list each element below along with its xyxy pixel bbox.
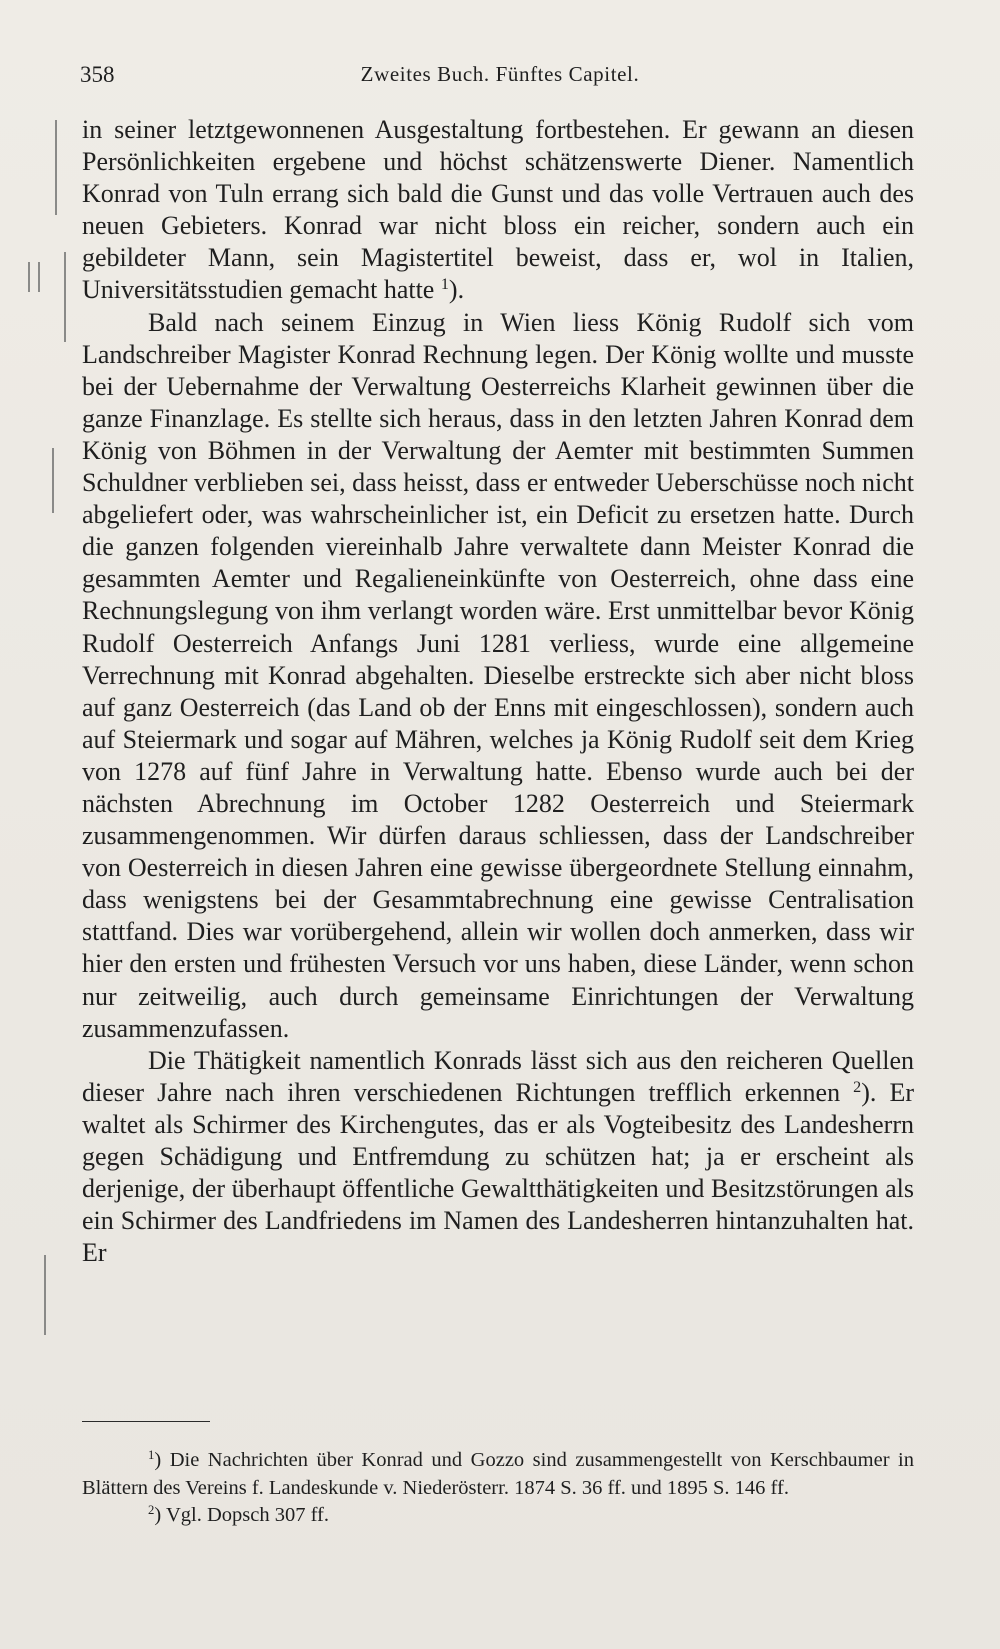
margin-mark (64, 252, 66, 342)
running-head: Zweites Buch. Fünftes Capitel. (360, 62, 640, 86)
footnote-marker: 1 (148, 1448, 155, 1463)
footnote-text: ) Die Nachrichten über Konrad und Gozzo sind zusammengestellt von Kerschbaumer in Blättern des Vereins f. Landeskunde v. Niederösterr. 1874 S. 36 ff. und 1895 S. 146 ff. (82, 1449, 914, 1499)
paragraph (82, 114, 914, 307)
paragraph-text: Die Thätigkeit namentlich Konrads lässt sich aus den reicheren Quellen dieser Jahre nach ihren verschiedenen Richtungen trefflich erkennen (82, 1045, 914, 1107)
margin-mark (52, 448, 54, 513)
paragraph: Bald nach seinem Einzug in Wien liess König Rudolf sich vom Landschreiber Magister Konrad Rechnung legen. Der König wollte und musste bei der Uebernahme der Verwaltung Oesterreichs Klarheit gewinnen über die ganze Finanzlage. Es stellte sich heraus, dass in den letzten Jahren Konrad dem König von Böhmen in der Verwaltung der Aemter mit bestimmten Summen Schuldner verblieben sei, dass heisst, dass er entweder Ueberschüsse noch nicht abgeliefert oder, was wahrscheinlicher ist, ein Deficit zu ersetzen hatte. Durch die ganzen folgenden viereinhalb Jahre verwaltete dann Meister Konrad die gesammten Aemter und Regalieneinkünfte von Oesterreich, ohne dass eine Rechnungslegung von ihm verlangt worden wäre. Erst unmittelbar bevor König Rudolf Oesterreich Anfangs Juni 1281 verliess, wurde eine allgemeine Verrechnung mit Konrad abgehalten. Dieselbe erstreckte sich aber nicht bloss auf ganz Oesterreich (das Land ob der Enns mit eingeschlossen), sondern auch auf Steiermark und sogar auf Mähren, welches ja König Rudolf seit dem Krieg von 1278 auf fünf Jahre in Verwaltung hatte. Ebenso wurde auch bei der nächsten Abrechnung im October 1282 Oesterreich und Steiermark zusammengenommen. Wir dürfen daraus schliessen, dass der Landschreiber von Oesterreich in diesen Jahren eine gewisse übergeordnete Stellung einnahm, dass wenigstens bei der Gesammtabrechnung eine gewisse Centralisation stattfand. Dies war vorübergehend, allein wir wollen doch anmerken, dass wir hier den ersten und frühesten Versuch vor uns haben, diese Länder, wenn schon nur zeitweilig, auch durch gemeinsame Einrichtungen der Verwaltung zusammenzufassen. (82, 307, 914, 1043)
footnote-text: ) Vgl. Dopsch 307 ff. (154, 1504, 329, 1526)
footnote-marker: 2 (148, 1503, 155, 1518)
margin-mark (44, 1255, 46, 1335)
footnote (82, 1447, 914, 1502)
page-header (80, 58, 920, 92)
paragraph-text: ). Er waltet als Schirmer des Kirchengutes, das er als Vogteibesitz des Landesherrn gegen Schädigung und Entfremdung zu schützen hat; ja er erscheint als derjenige, der überhaupt öffentliche Gewaltthätigkeiten und Besitzstörungen als ein Schirmer des Landfriedens im Namen des Landesherren hintanzuhalten hat. Er (82, 1077, 914, 1268)
footnote-divider (82, 1421, 210, 1422)
page-number: 358 (80, 62, 115, 87)
paragraph (82, 1045, 914, 1270)
footnote-reference[interactable]: 2 (853, 1078, 862, 1096)
margin-mark (28, 262, 30, 292)
margin-mark (38, 262, 40, 292)
footnote (82, 1502, 914, 1530)
footnotes (82, 1447, 914, 1530)
paragraph-text: in seiner letztgewonnenen Ausgestaltung fortbestehen. Er gewann an diesen Persönlichkeiten ergebene und höchst schätzenswerte Diener. Namentlich Konrad von Tuln errang sich bald die Gunst und das volle Vertrauen auch des neuen Gebieters. Konrad war nicht bloss ein reicher, sondern auch ein gebildeter Mann, sein Magistertitel beweist, dass er, wol in Italien, Universitätsstudien gemacht hatte (82, 115, 914, 305)
body-text (82, 114, 914, 1269)
paragraph-text: ). (448, 275, 465, 305)
margin-mark (55, 120, 57, 215)
footnote-reference[interactable]: 1 (440, 276, 449, 294)
